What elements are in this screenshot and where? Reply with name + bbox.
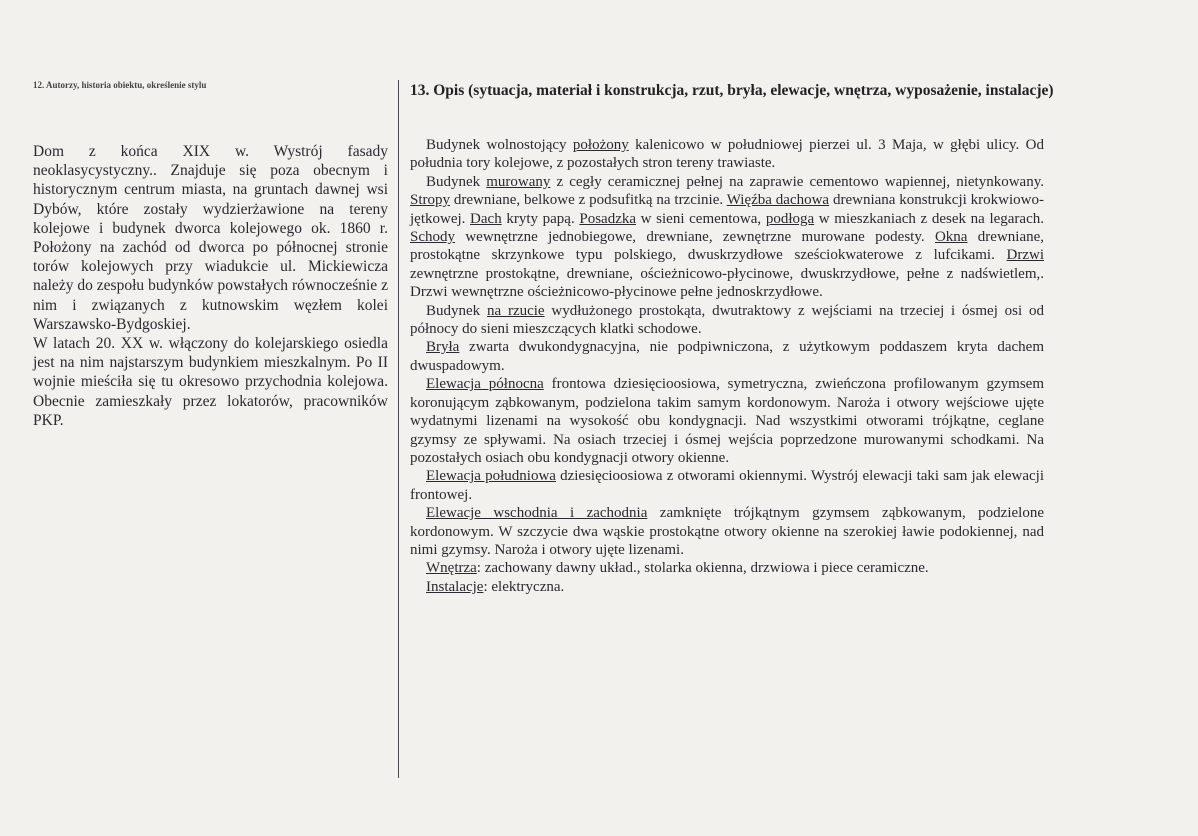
section-13-heading: 13. Opis (sytuacja, materiał i konstrukcja, rzut, bryła, elewacje, wnętrza, wyposażenie, instalacje) [410,82,1054,99]
desc-paragraph-installations [410,578,1044,596]
history-column [33,142,388,430]
text: : elektryczna. [483,578,565,595]
desc-paragraph-location [410,136,1044,173]
text: w sieni cementowa, [636,210,766,227]
desc-paragraph-materials [410,173,1044,302]
desc-paragraph-side-elevations [410,504,1044,559]
underlined-term: Elewacja południowa [426,468,556,485]
history-paragraph-2: W latach 20. XX w. włączony do kolejarskiego osiedla jest na nim najstarszym budynkiem mieszkalnym. Po II wojnie mieściła się tu okresowo przychodnia kolejowa. Obecnie zamieszkały przez lokatorów, pracowników PKP. [33,335,388,429]
text: drewniane, prostokątne skrzynkowe typu polskiego, dwuskrzydłowe sześciokwaterowe z lufcikami. [410,229,1045,264]
underlined-term: Dach [470,210,502,227]
text: kalenicowo w południowej pierzei ul. 3 Maja, w głębi ulicy. Od południa tory kolejowe, z pozostałych stron tereny trawiaste. [410,137,1045,172]
text: frontowa dziesięcioosiowa, symetryczna, zwieńczona profilowanym gzymsem koronującym ząbkowanym, podzielona takim samym kordonowym. Naroża i otwory wejściowe ujęte wydatnymi lizenami na wysokość obu kondygnacji. Nad wszystkimi otworami trójkątne, ceglane gzymsy ze spływami. Na osiach trzeciej i ósmej wejścia poprzedzone murowanymi schodkami. Na pozostałych osiach obu kondygnacji otwory okienne. [410,376,1045,466]
text: zwarta dwukondygnacyjna, nie podpiwniczona, z użytkowym poddaszem kryta dachem dwuspadowym. [410,339,1044,374]
underlined-term: Więźba dachowa [726,192,830,209]
underlined-term: Stropy [410,192,451,209]
desc-paragraph-massing [410,338,1044,375]
underlined-term: Schody [410,229,455,246]
underlined-term: na rzucie [486,302,545,319]
column-divider [398,80,399,778]
desc-paragraph-north-elevation [410,375,1044,467]
text: Budynek [426,302,487,319]
desc-paragraph-south-elevation [410,467,1044,504]
underlined-term: Elewacje wschodnia i zachodnia [426,505,648,522]
text: drewniana konstrukcji krokwiowo-jętkowej. [410,192,1044,227]
underlined-term: położony [572,137,629,153]
underlined-term: Okna [934,229,968,246]
text: wewnętrzne jednobiegowe, drewniane, zewnętrzne murowane podesty. [455,229,935,246]
section-12-heading: 12. Autorzy, historia obiektu, określenie stylu [33,80,207,90]
underlined-term: Drzwi [1006,247,1044,264]
underlined-term: Elewacja północna [426,376,544,393]
history-paragraph-1: Dom z końca XIX w. Wystrój fasady neoklasycystyczny.. Znajduje się poza obecnym i historycznym centrum miasta, na gruntach dawnej wsi Dybów, które zostały wydzierżawione na tereny kolejowe i budynek dworca kolejowego ok. 1860 r. Położony na zachód od dworca po północnej stronie torów kolejowych przy wiadukcie ul. Mickiewicza należy do zespołu budynków powstałych równocześnie z nim i związanych z kutnowskim węzłem kolei Warszawsko-Bydgoskiej. [33,143,388,333]
underlined-term: Bryła [426,339,460,356]
underlined-term: Instalacje [426,578,484,595]
text: Budynek [426,173,487,190]
text: drewniane, belkowe z podsufitką na trzcinie. [450,192,727,209]
text: w mieszkaniach z desek na legarach. [814,210,1044,227]
text: : zachowany dawny układ., stolarka okienna, drzwiowa i piece ceramiczne. [476,560,929,577]
underlined-term: podłoga [765,210,815,227]
text: zewnętrzne prostokątne, drewniane, ościeżnicowo-płycinowe, dwuskrzydłowe, pełne z nadświetlem,. Drzwi wewnętrzne ościeżnicowo-płycinowe pełne jednoskrzydłowe. [410,265,1044,301]
text: wydłużonego prostokąta, dwutraktowy z wejściami na trzeciej i ósmej osi od północy do sieni mieszczących klatki schodowe. [410,302,1044,338]
underlined-term: Wnętrza [426,560,477,577]
desc-paragraph-interiors [410,559,1044,577]
description-column [410,136,1044,596]
underlined-term: murowany [486,173,551,190]
desc-paragraph-plan [410,302,1044,339]
text: z cegły ceramicznej pełnej na zaprawie cementowo wapiennej, nietynkowany. [550,173,1044,190]
text: Budynek wolnostojący [426,137,573,153]
text: zamknięte trójkątnym gzymsem ząbkowanym, podzielone kordonowym. W szczycie dwa wąskie prostokątne otwory okienne na szerokiej ławie podokiennej, nad nimi gzymsy. Naroża i otwory ujęte lizenami. [410,505,1044,558]
text: dziesięcioosiowa z otworami okiennymi. Wystrój elewacji taki sam jak elewacji frontowej. [410,468,1044,503]
underlined-term: Posadzka [579,210,637,227]
text: kryty papą. [501,210,580,227]
